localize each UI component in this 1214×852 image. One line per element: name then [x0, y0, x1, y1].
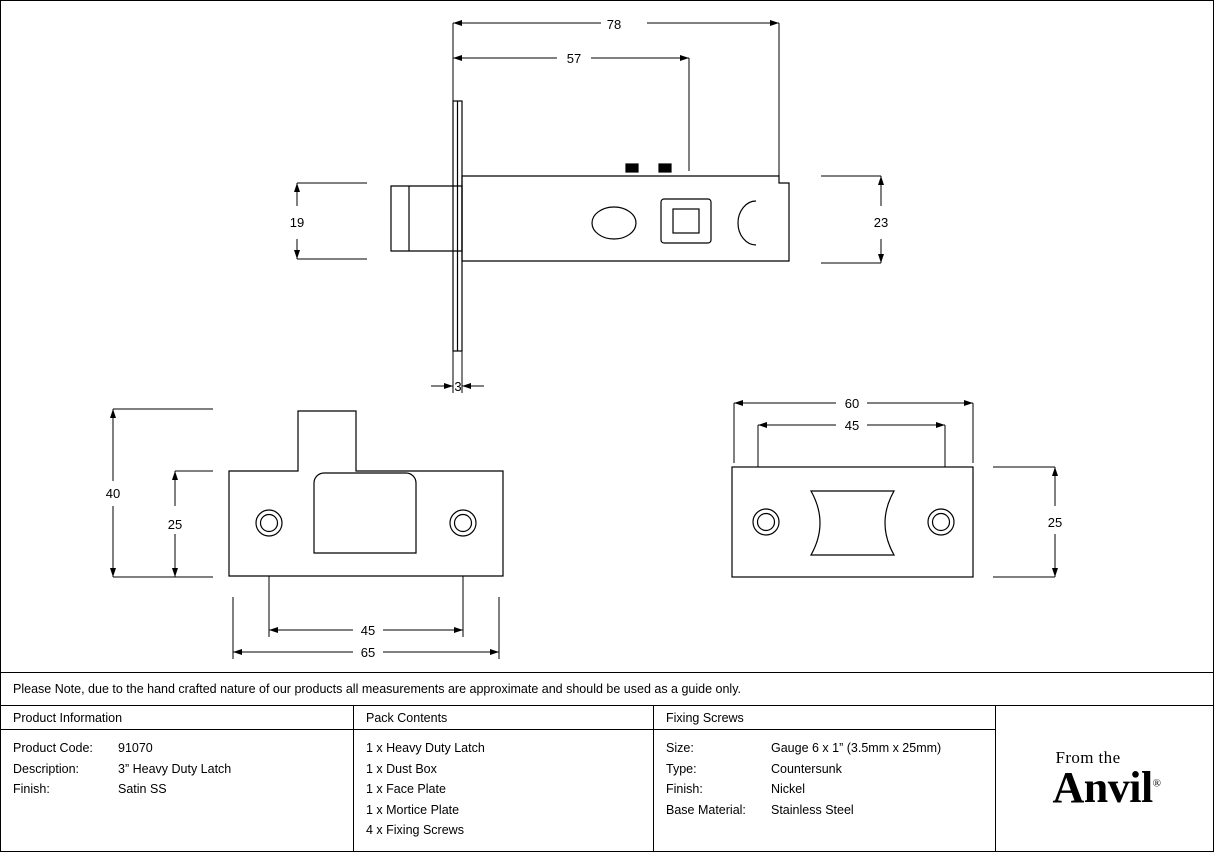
list-item: 1 x Mortice Plate — [366, 802, 460, 817]
dimension-label-23: 23 — [873, 215, 889, 230]
table-row — [666, 759, 983, 780]
dimension-label-25-mortice: 25 — [1047, 515, 1063, 530]
logo-line-2 — [1052, 762, 1161, 812]
fixing-screws-body — [654, 730, 995, 820]
screw-type-label: Type: — [666, 761, 697, 776]
info-table — [1, 705, 1213, 851]
description-label: Description: — [13, 761, 79, 776]
screw-size-value: Gauge 6 x 1” (3.5mm x 25mm) — [771, 741, 942, 755]
pack-contents-header: Pack Contents — [354, 706, 653, 730]
list-item: 4 x Fixing Screws — [366, 823, 464, 837]
measurement-note-text: Please Note, due to the hand crafted nature of our products all measurements are approximate and should be used as a guide only. — [13, 682, 742, 696]
finish-value: Satin SS — [118, 782, 167, 796]
list-item: 1 x Face Plate — [366, 782, 446, 796]
dimension-label-45-face: 45 — [360, 623, 376, 638]
table-row — [13, 759, 341, 780]
pack-contents-body — [354, 730, 653, 841]
base-material-value: Stainless Steel — [771, 802, 854, 817]
dimension-label-65: 65 — [360, 645, 376, 660]
product-information-header: Product Information — [1, 706, 353, 730]
product-code-label: Product Code: — [13, 741, 93, 755]
table-row — [666, 738, 983, 759]
table-row — [666, 779, 983, 800]
dimension-label-45-mortice: 45 — [844, 418, 860, 433]
dimension-label-78: 78 — [606, 17, 622, 32]
dimension-label-3: 3 — [454, 379, 462, 394]
dimension-label-19: 19 — [289, 215, 305, 230]
product-information-body — [1, 730, 353, 800]
logo-wordmark: Anvil — [1052, 762, 1153, 812]
fixing-screws-header: Fixing Screws — [654, 706, 995, 730]
mortice-plate-view — [732, 467, 973, 577]
list-item: 1 x Dust Box — [366, 761, 437, 776]
dimension-40 — [110, 409, 213, 577]
screw-finish-label: Finish: — [666, 782, 703, 796]
base-material-label: Base Material: — [666, 802, 746, 817]
pack-contents-column — [354, 706, 654, 851]
dimension-19 — [294, 183, 367, 259]
dimension-label-40: 40 — [105, 486, 121, 501]
finish-label: Finish: — [13, 782, 50, 796]
measurement-note — [1, 672, 1213, 705]
dimension-78 — [453, 20, 779, 183]
table-row — [13, 738, 341, 759]
fixing-screws-column — [654, 706, 996, 851]
dimension-label-25-face: 25 — [167, 517, 183, 532]
table-row — [13, 779, 341, 800]
screw-type-value: Countersunk — [771, 761, 842, 776]
face-plate-view — [229, 411, 503, 576]
logo-line-1: From the — [1055, 747, 1121, 767]
dimension-57 — [453, 55, 689, 171]
registered-trademark-icon: ® — [1152, 776, 1161, 789]
list-item: 1 x Heavy Duty Latch — [366, 741, 485, 755]
screw-finish-value: Nickel — [771, 782, 806, 796]
from-the-anvil-logo — [1048, 749, 1160, 810]
dimension-label-60: 60 — [844, 396, 860, 411]
description-value: 3” Heavy Duty Latch — [118, 761, 232, 776]
dimension-label-57: 57 — [566, 51, 582, 66]
product-information-column — [1, 706, 354, 851]
latch-case — [391, 101, 789, 351]
brand-logo-column — [996, 706, 1213, 851]
screw-size-label: Size: — [666, 741, 694, 755]
product-code-value: 91070 — [118, 741, 153, 755]
table-row — [666, 800, 983, 821]
